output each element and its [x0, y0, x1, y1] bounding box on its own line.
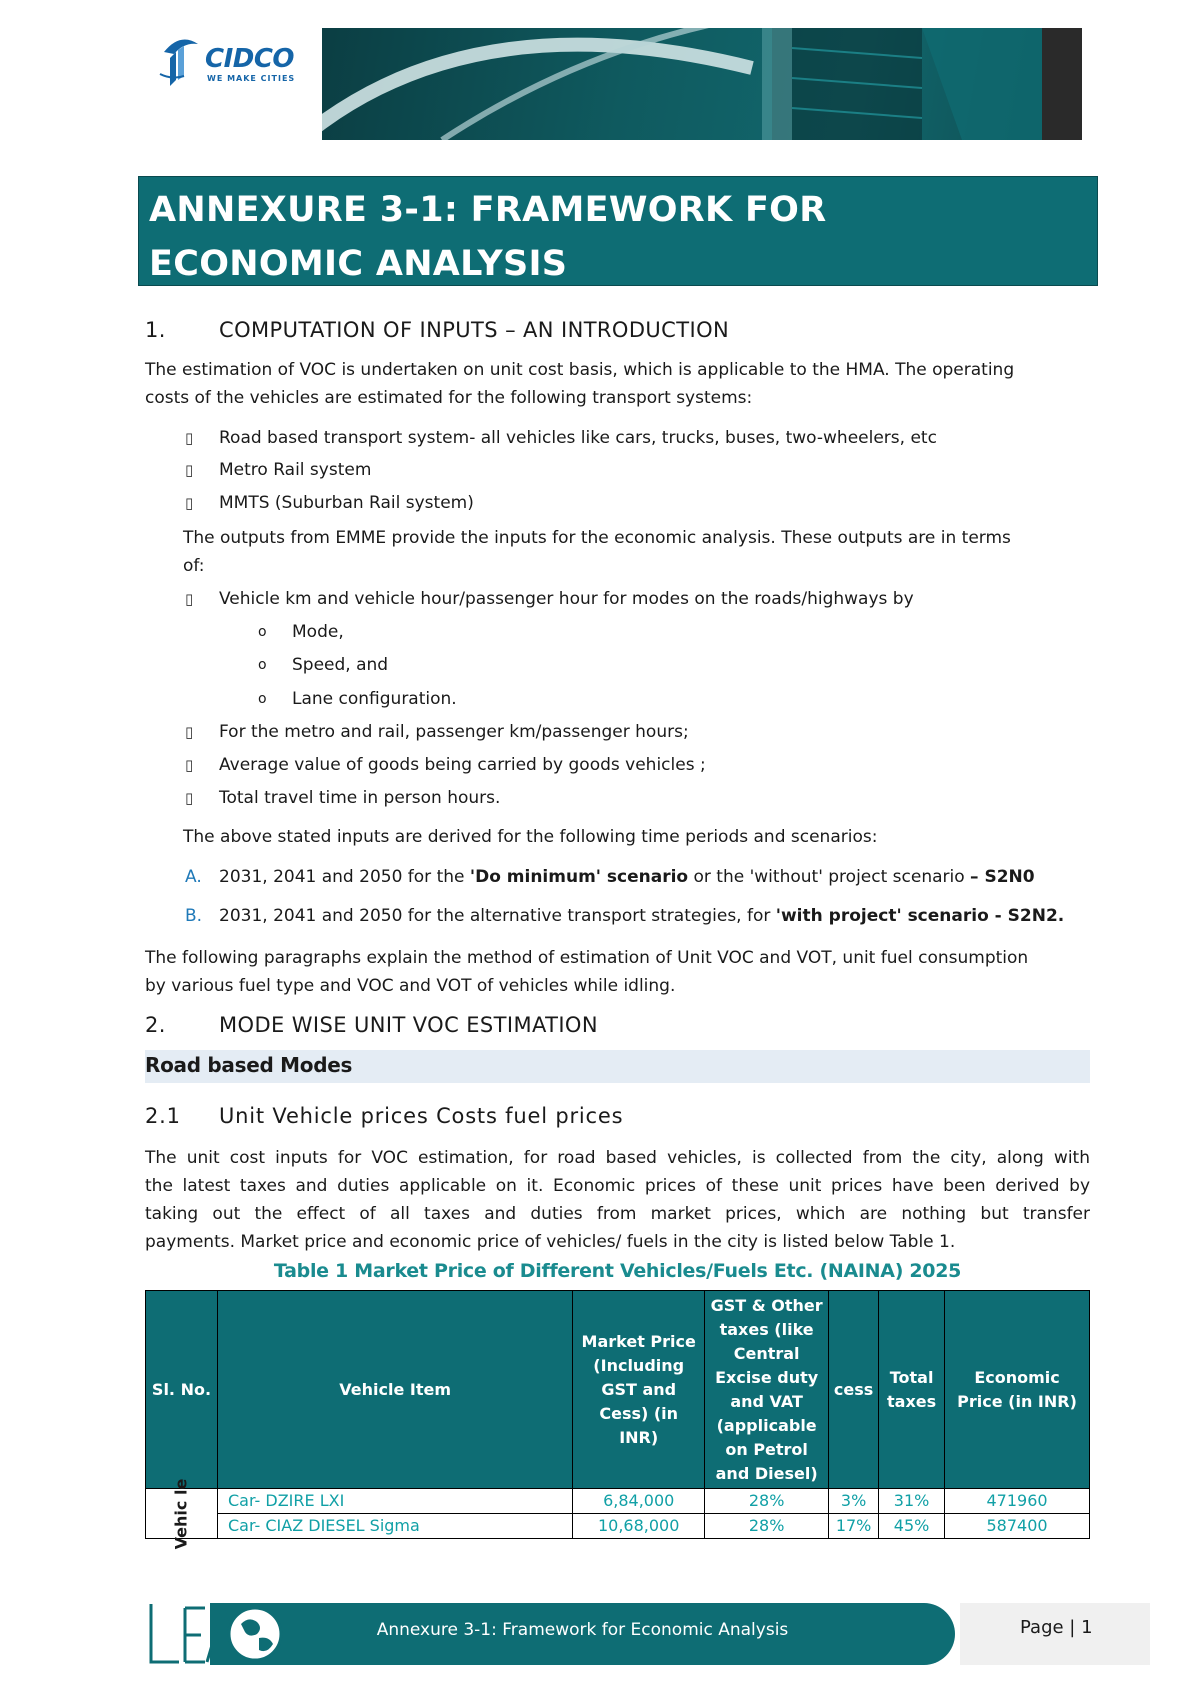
bullet-item	[185, 424, 937, 452]
bullet-text: Vehicle km and vehicle hour/passenger hour for modes on the roads/highways by	[219, 589, 914, 609]
scenario-item-a	[185, 863, 1035, 891]
cell-gst: 28%	[705, 1489, 829, 1514]
sub-bullet-marker-icon: o	[258, 691, 267, 707]
section-2-title: MODE WISE UNIT VOC ESTIMATION	[219, 1013, 598, 1037]
cell-gst: 28%	[705, 1514, 829, 1539]
annexure-title-box	[138, 176, 1098, 286]
bullet-item	[185, 489, 474, 517]
col-header-gst: GST & Other taxes (like Central Excise duty and VAT (applicable on Petrol and Diesel)	[705, 1291, 829, 1489]
cell-market: 10,68,000	[573, 1514, 705, 1539]
sub-bullet-item	[258, 685, 457, 713]
section-1-title: COMPUTATION OF INPUTS – AN INTRODUCTION	[219, 318, 730, 342]
section-1-para-2	[183, 524, 1090, 580]
section-2-1-number: 2.1	[145, 1104, 181, 1128]
road-modes-heading: Road based Modes	[145, 1053, 353, 1077]
bullet-text: Metro Rail system	[219, 460, 372, 480]
para-line: The following paragraphs explain the method of estimation of Unit VOC and VOT, unit fuel consumption	[145, 948, 1029, 968]
sub-bullet-text: Mode,	[292, 622, 344, 642]
bullet-item	[185, 456, 372, 484]
sub-bullet-marker-icon: o	[258, 624, 267, 640]
bullet-text: Total travel time in person hours.	[219, 788, 501, 808]
section-1-number: 1.	[145, 318, 166, 342]
vehicle-group-cell	[146, 1478, 218, 1549]
table-header-row	[146, 1291, 1090, 1489]
col-header-cess: cess	[829, 1291, 879, 1489]
bullet-marker-icon: ▯	[185, 789, 194, 807]
para-line: by various fuel type and VOC and VOT of vehicles while idling.	[145, 976, 676, 996]
bullet-text: MMTS (Suburban Rail system)	[219, 493, 474, 513]
cidco-emblem-icon	[150, 30, 210, 90]
table-caption: Table 1 Market Price of Different Vehicles/Fuels Etc. (NAINA) 2025	[273, 1260, 962, 1282]
sub-bullet-item	[258, 651, 389, 679]
scenario-a-bold: 'Do minimum' scenario	[469, 867, 689, 887]
title-line-1: ANNEXURE 3-1: FRAMEWORK FOR	[149, 190, 827, 230]
col-header-total: Total taxes	[879, 1291, 945, 1489]
col-header-economic: Economic Price (in INR)	[945, 1291, 1090, 1489]
logo-tagline: WE MAKE CITIES	[207, 74, 296, 83]
cell-economic: 587400	[945, 1514, 1090, 1539]
list-marker-b: B.	[185, 906, 203, 926]
bullet-item	[185, 718, 689, 746]
bullet-text: For the metro and rail, passenger km/passenger hours;	[219, 722, 689, 742]
sub-bullet-text: Speed, and	[292, 655, 389, 675]
bullet-text: Road based transport system- all vehicles like cars, trucks, buses, two-wheelers, etc	[219, 428, 937, 448]
section-2-1-title: Unit Vehicle prices Costs fuel prices	[219, 1104, 624, 1128]
bullet-marker-icon: ▯	[185, 494, 194, 512]
bullet-marker-icon: ▯	[185, 723, 194, 741]
bullet-marker-icon: ▯	[185, 461, 194, 479]
scenario-a-text: 2031, 2041 and 2050 for the	[219, 867, 470, 887]
bullet-text: Average value of goods being carried by goods vehicles ;	[219, 755, 706, 775]
table-row	[146, 1489, 1090, 1514]
vehicle-price-table	[145, 1290, 1090, 1549]
scenario-a-text-mid: or the 'without' project scenario	[688, 867, 971, 887]
bullet-marker-icon: ▯	[185, 429, 194, 447]
header-banner-image	[322, 28, 1082, 140]
scenario-b-end: .	[1057, 906, 1065, 926]
section-2-1-para	[145, 1144, 1090, 1256]
para-line: The estimation of VOC is undertaken on unit cost basis, which is applicable to the HMA. The operating	[145, 360, 1015, 380]
para-line: the latest taxes and duties applicable on it. Economic prices of these unit prices have been derived by	[145, 1176, 1090, 1196]
cell-cess: 17%	[829, 1514, 879, 1539]
list-marker-a: A.	[185, 867, 202, 887]
scenario-b-text: 2031, 2041 and 2050 for the alternative transport strategies, for	[219, 906, 776, 926]
section-1-para-1	[145, 356, 1090, 412]
cell-market: 6,84,000	[573, 1489, 705, 1514]
sub-bullet-text: Lane configuration.	[292, 689, 457, 709]
title-line-2: ECONOMIC ANALYSIS	[149, 244, 568, 284]
bullet-marker-icon: ▯	[185, 756, 194, 774]
sub-bullet-marker-icon: o	[258, 657, 267, 673]
scenario-a-code: – S2N0	[970, 867, 1035, 887]
para-line: of:	[183, 556, 205, 576]
col-header-market: Market Price (Including GST and Cess) (in INR)	[573, 1291, 705, 1489]
section-2-heading	[145, 1013, 598, 1037]
sub-bullet-item	[258, 618, 344, 646]
bullet-item	[185, 751, 706, 779]
cell-economic: 471960	[945, 1489, 1090, 1514]
section-1-para-3: The above stated inputs are derived for the following time periods and scenarios:	[183, 827, 878, 847]
col-header-sl: Sl. No.	[146, 1291, 218, 1489]
para-line: The outputs from EMME provide the inputs for the economic analysis. These outputs are in terms	[183, 528, 1011, 548]
cell-total: 31%	[879, 1489, 945, 1514]
vehicle-group-label: Vehic le	[171, 1478, 191, 1549]
bullet-marker-icon: ▯	[185, 590, 194, 608]
section-1-heading	[145, 318, 729, 342]
col-header-item: Vehicle Item	[217, 1291, 572, 1489]
para-line: taking out the effect of all taxes and duties from market prices, which are nothing but transfer	[145, 1204, 1090, 1224]
section-2-1-heading	[145, 1104, 623, 1128]
bullet-item	[185, 784, 501, 812]
cell-cess: 3%	[829, 1489, 879, 1514]
cell-item: Car- DZIRE LXI	[217, 1489, 572, 1514]
table-row	[146, 1514, 1090, 1539]
cell-total: 45%	[879, 1514, 945, 1539]
para-line: payments. Market price and economic price of vehicles/ fuels in the city is listed below Table 1.	[145, 1232, 956, 1252]
scenario-item-b	[185, 902, 1065, 930]
para-line: The unit cost inputs for VOC estimation, for road based vehicles, is collected from the city, along with	[145, 1148, 1090, 1168]
section-2-number: 2.	[145, 1013, 166, 1037]
logo-name: CIDCO	[205, 44, 295, 74]
cell-item: Car- CIAZ DIESEL Sigma	[217, 1514, 572, 1539]
footer-title: Annexure 3-1: Framework for Economic Analysis	[376, 1620, 789, 1640]
page-number: Page | 1	[1020, 1617, 1093, 1638]
section-1-para-4	[145, 944, 1090, 1000]
scenario-b-bold: 'with project' scenario - S2N2	[775, 906, 1058, 926]
para-line: costs of the vehicles are estimated for the following transport systems:	[145, 388, 753, 408]
bullet-item	[185, 585, 914, 613]
